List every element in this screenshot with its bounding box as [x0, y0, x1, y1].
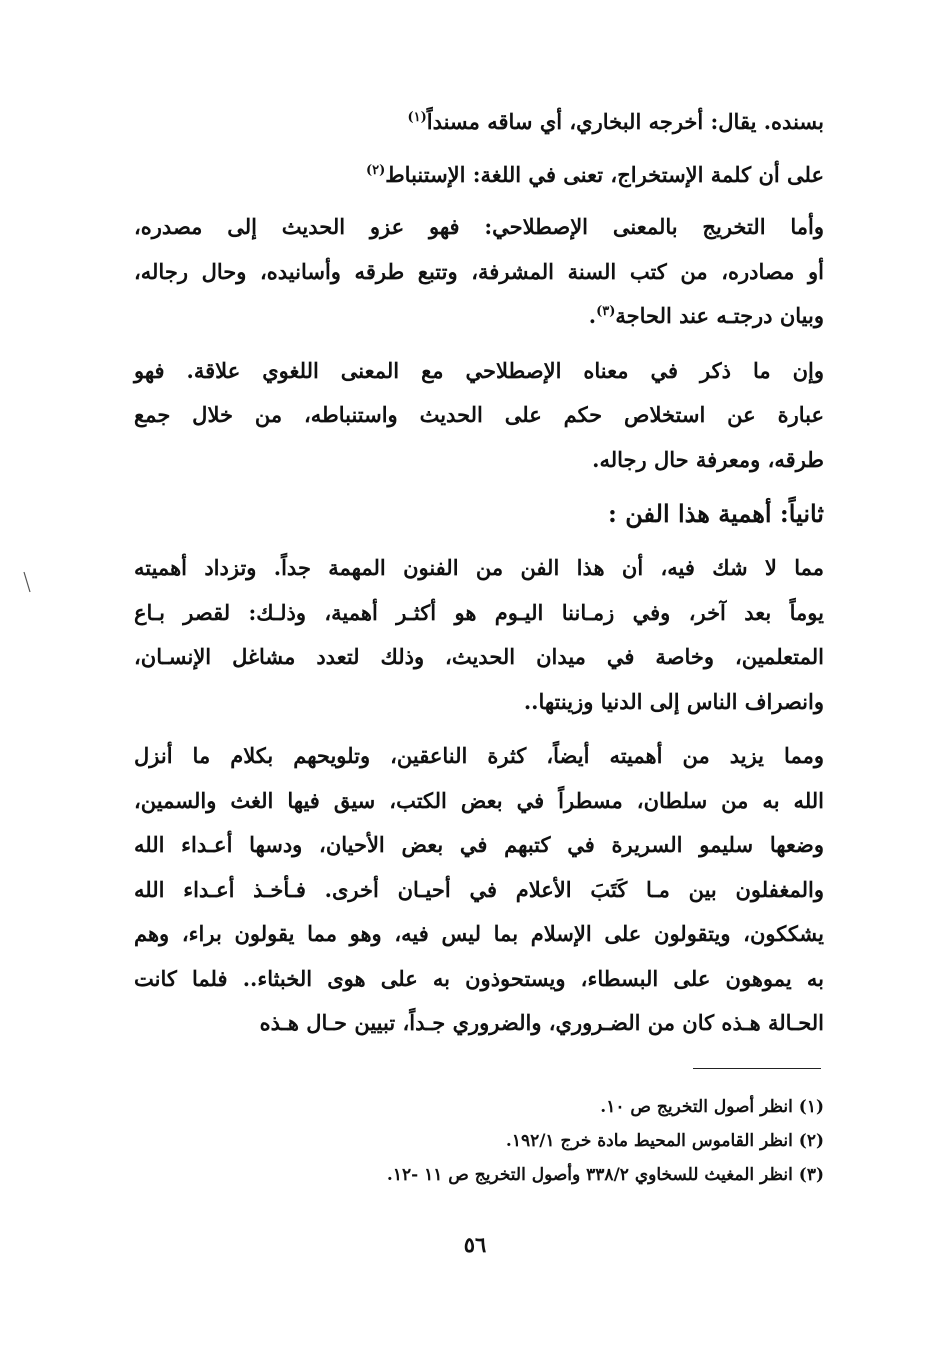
text-line	[134, 779, 824, 824]
line-text: وضعها سليمو السريرة في كتبهم في بعض الأحيان، ودسها أعـداء الله	[134, 832, 824, 857]
paragraph	[134, 734, 824, 1046]
footnote-1: (١) انظر أصول التخريج ص ١٠.	[600, 1097, 824, 1117]
line-text: والمغفلون بين مـا كَتَبَ الأعلام في أحيـان أخرى. فـأخـذ أعـداء الله	[134, 876, 824, 902]
text-line	[134, 250, 824, 295]
line-text: بسنده. يقال: أخرجه البخاري، أي ساقه مسنداً	[426, 109, 824, 134]
text-line	[134, 868, 824, 913]
text-line	[134, 912, 824, 957]
line-text: ومما يزيد من أهميته أيضاً، كثرة الناعقين، وتلويحهم بكلام ما أنزل	[134, 743, 824, 768]
footnote-marker[interactable]: (٣)	[596, 304, 616, 319]
footnote-2: (٢) انظر القاموس المحيط مادة خرج ١٩٢/١.	[505, 1131, 824, 1151]
text-line	[134, 680, 824, 725]
text-line	[134, 153, 824, 198]
text-line	[134, 1001, 824, 1046]
footnote-marker[interactable]: (٢)	[365, 162, 386, 178]
text-line	[134, 349, 824, 394]
line-text: على أن كلمة الإستخراج، تعنى في اللغة: الإستنباط	[385, 161, 824, 187]
text-line	[134, 294, 824, 339]
text-line	[134, 957, 824, 1002]
line-text: عبارة عن استخلاص حكم على الحديث واستنباطه، من خلال جمع	[134, 402, 824, 427]
page-number: ٥٦	[463, 1232, 487, 1257]
footnote-3: (٣) انظر المغيث للسخاوي ٣٣٨/٢ وأصول التخريج ص ١١ -١٢.	[386, 1165, 824, 1185]
text-line	[134, 546, 824, 591]
section-heading: ثانياً: أهمية هذا الفن :	[608, 499, 824, 528]
line-text: يشككون، ويتقولون على الإسلام بما ليس فيه، وهو مما يقولون براء، وهم	[134, 921, 824, 946]
text-line	[134, 205, 824, 250]
line-text: وانصراف الناس إلى الدنيا وزينتها..	[523, 688, 824, 714]
paragraph	[134, 100, 824, 145]
text-line	[134, 635, 824, 680]
line-tail: .	[588, 303, 597, 328]
line-text: وأما التخريج بالمعنى الإصطلاحي: فهو عزو الحديث إلى مصدره،	[134, 214, 824, 239]
paragraph	[134, 349, 824, 483]
paragraph	[134, 546, 824, 724]
text-line	[134, 100, 824, 145]
margin-mark	[22, 570, 32, 594]
line-text: الحـالة هـذه كان من الضـروري، والضروري جـداً، تبيين حـال هـذه	[259, 1010, 824, 1035]
line-text: به يموهون على البسطاء، ويستحوذون به على هوى الخبثاء.. فلما كانت	[134, 965, 824, 991]
footnote-separator	[693, 1068, 821, 1069]
footnote-marker[interactable]: (١)	[407, 110, 427, 125]
paragraph	[134, 205, 824, 339]
line-text: أو مصادره، من كتب السنة المشرفة، وتتبع طرقه وأسانيده، وحال رجاله،	[134, 258, 824, 284]
text-line	[134, 734, 824, 779]
line-text: طرقه، ومعرفة حال رجاله.	[592, 446, 824, 472]
text-line	[134, 823, 824, 868]
line-text: وبيان درجتـه عند الحاجة	[615, 303, 824, 328]
line-text: مما لا شك فيه، أن هذا الفن من الفنون المهمة جداً. وتزداد أهميته	[134, 555, 824, 580]
line-text: المتعلمين، وخاصة في ميدان الحديث، وذلك لتعدد مشاغل الإنسـان،	[134, 644, 824, 669]
text-line	[134, 393, 824, 438]
line-text: يوماً بعد آخر، وفي زمـاننا اليـوم هو أكثـر أهمية، وذلـك: لقصر بـاع	[134, 599, 824, 625]
footnotes	[134, 1090, 824, 1192]
paragraph	[134, 153, 824, 198]
line-text: وإن ما ذكر في معناه الإصطلاحي مع المعنى اللغوي علاقة. فهو	[134, 357, 824, 383]
line-text: الله به من سلطان، مسطراً في بعض الكتب، سيق فيها الغث والسمين،	[134, 787, 824, 813]
main-text	[134, 100, 824, 1056]
text-line	[134, 591, 824, 636]
text-line	[134, 438, 824, 483]
